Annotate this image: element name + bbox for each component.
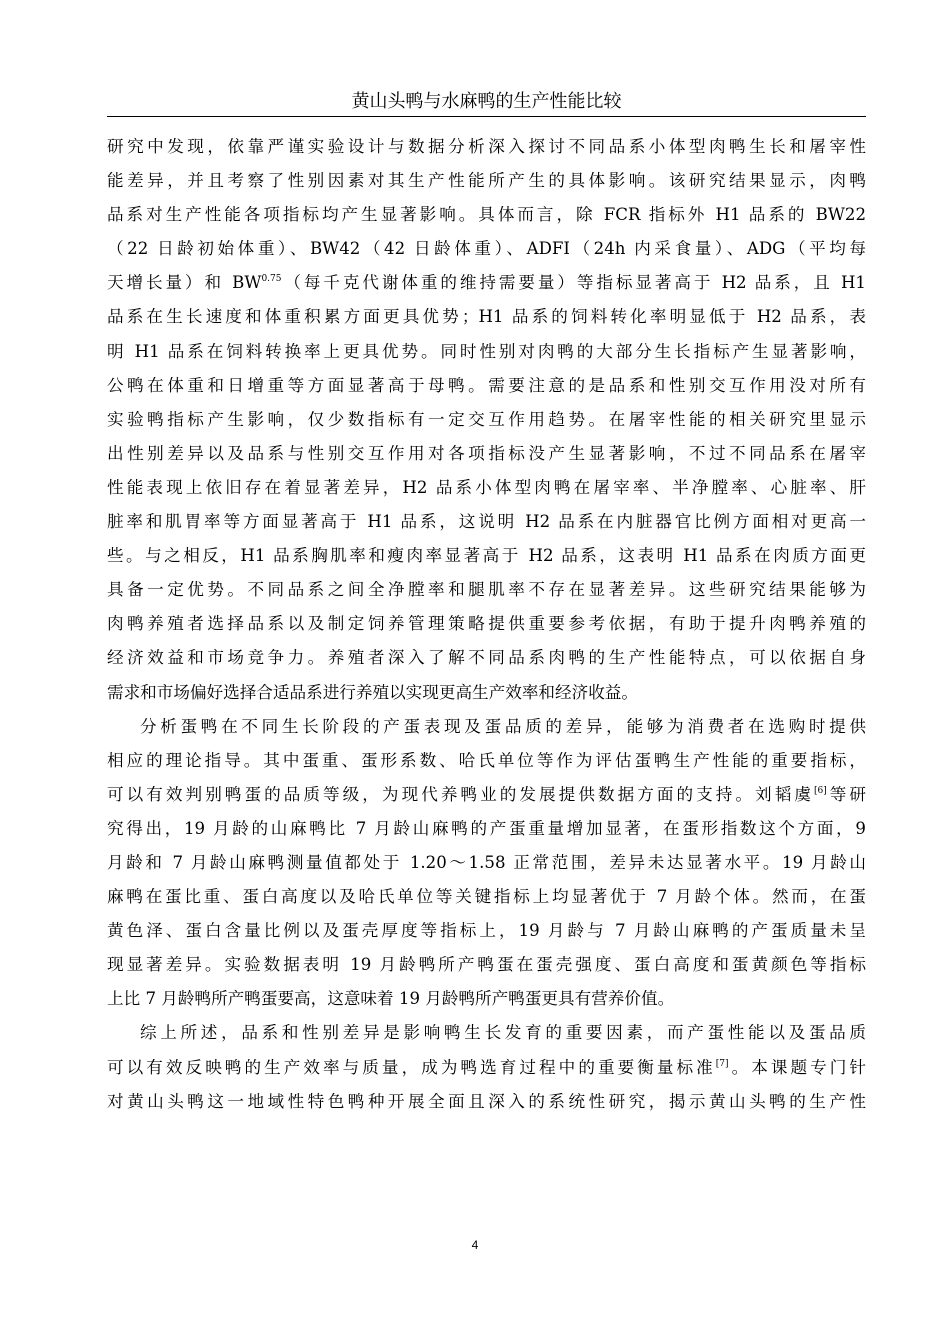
running-header: 黄山头鸭与水麻鸭的生产性能比较 bbox=[351, 91, 622, 112]
text-line: 性能表现上依旧存在着显著差异，H2 品系小体型肉鸭在屠宰率、半净膛率、心脏率、肝 bbox=[107, 477, 866, 497]
header-rule bbox=[107, 116, 866, 117]
text-run: 天增长量）和 BW bbox=[107, 273, 262, 293]
text-line bbox=[107, 1051, 866, 1085]
paragraph-3 bbox=[107, 1016, 866, 1118]
text-line: 研究中发现，依靠严谨实验设计与数据分析深入探讨不同品系小体型肉鸭生长和屠宰性 bbox=[107, 137, 866, 156]
text-line: 上比 7 月龄鸭所产鸭蛋要高，这意味着 19 月龄鸭所产鸭蛋更具有营养价值。 bbox=[107, 989, 675, 1009]
text-line: 月龄和 7 月龄山麻鸭测量值都处于 1.20～1.58 正常范围，差异未达显著水平。19 月龄山 bbox=[107, 852, 866, 872]
text-line: 脏率和肌胃率等方面显著高于 H1 品系，这说明 H2 品系在内脏器官比例方面相对更高一 bbox=[107, 512, 866, 532]
page-number: 4 bbox=[471, 1238, 479, 1252]
text-run: 可以有效判别鸭蛋的品质等级，为现代养鸭业的发展提供数据方面的支持。刘韬虞 bbox=[107, 784, 814, 804]
text-run: 。本课题专门针 bbox=[728, 1057, 866, 1077]
text-line: 黄色泽、蛋白含量比例以及蛋壳厚度等指标上，19 月龄与 7 月龄山麻鸭的产蛋质量未呈 bbox=[107, 921, 866, 941]
text-line: 需求和市场偏好选择合适品系进行养殖以实现更高生产效率和经济收益。 bbox=[107, 682, 638, 702]
text-line: 肉鸭养殖者选择品系以及制定饲养管理策略提供重要参考依据，有助于提升肉鸭养殖的 bbox=[107, 614, 866, 634]
text-line bbox=[107, 778, 866, 812]
text-line: 出性别差异以及品系与性别交互作用对各项指标没产生显著影响，不过不同品系在屠宰 bbox=[107, 443, 866, 463]
superscript-exponent: 0.75 bbox=[261, 274, 282, 285]
text-line: 明 H1 品系在饲料转换率上更具优势。同时性别对肉鸭的大部分生长指标产生显著影响， bbox=[107, 341, 866, 361]
text-line: 对黄山头鸭这一地域性特色鸭种开展全面且深入的系统性研究，揭示黄山头鸭的生产性 bbox=[107, 1091, 866, 1111]
body-text bbox=[107, 130, 866, 1119]
text-line: 麻鸭在蛋比重、蛋白高度以及哈氏单位等关键指标上均显著优于 7 月龄个体。然而，在蛋 bbox=[107, 887, 866, 907]
text-line: 实验鸭指标产生影响，仅少数指标有一定交互作用趋势。在屠宰性能的相关研究里显示 bbox=[107, 409, 866, 429]
text-line bbox=[107, 266, 866, 300]
text-line: 综上所述，品系和性别差异是影响鸭生长发育的重要因素，而产蛋性能以及蛋品质 bbox=[140, 1023, 866, 1043]
text-line: 究得出，19 月龄的山麻鸭比 7 月龄山麻鸭的产蛋重量增加显著，在蛋形指数这个方面，9 bbox=[107, 818, 866, 838]
citation-reference: [6] bbox=[813, 785, 827, 796]
text-line: 品系在生长速度和体重积累方面更具优势；H1 品系的饲料转化率明显低于 H2 品系，表 bbox=[107, 307, 866, 327]
text-line: （22 日龄初始体重）、BW42（42 日龄体重）、ADFI（24h 内采食量）、ADG（平均每 bbox=[107, 239, 866, 259]
paragraph-2 bbox=[107, 710, 866, 1017]
text-line: 分析蛋鸭在不同生长阶段的产蛋表现及蛋品质的差异，能够为消费者在选购时提供 bbox=[140, 716, 866, 736]
text-line: 现显著差异。实验数据表明 19 月龄鸭所产鸭蛋在蛋壳强度、蛋白高度和蛋黄颜色等指标 bbox=[107, 955, 866, 975]
paragraph-1 bbox=[107, 130, 866, 710]
text-line: 相应的理论指导。其中蛋重、蛋形系数、哈氏单位等作为评估蛋鸭生产性能的重要指标， bbox=[107, 750, 866, 770]
text-line: 具备一定优势。不同品系之间全净膛率和腿肌率不存在显著差异。这些研究结果能够为 bbox=[107, 580, 866, 600]
text-line: 经济效益和市场竞争力。养殖者深入了解不同品系肉鸭的生产性能特点，可以依据自身 bbox=[107, 648, 866, 668]
citation-reference: [7] bbox=[715, 1058, 729, 1069]
text-line: 些。与之相反，H1 品系胸肌率和瘦肉率显著高于 H2 品系，这表明 H1 品系在肉质方面更 bbox=[107, 546, 866, 566]
text-line: 公鸭在体重和日增重等方面显著高于母鸭。需要注意的是品系和性别交互作用没对所有 bbox=[107, 375, 866, 395]
text-line: 品系对生产性能各项指标均产生显著影响。具体而言，除 FCR 指标外 H1 品系的 BW22 bbox=[107, 205, 866, 225]
text-run: 等研 bbox=[826, 784, 867, 804]
text-run: （每千克代谢体重的维持需要量）等指标显著高于 H2 品系，且 H1 bbox=[281, 273, 866, 293]
text-line: 能差异，并且考察了性别因素对其生产性能所产生的具体影响。该研究结果显示，肉鸭 bbox=[107, 171, 866, 191]
text-run: 可以有效反映鸭的生产效率与质量，成为鸭选育过程中的重要衡量标准 bbox=[107, 1057, 716, 1077]
